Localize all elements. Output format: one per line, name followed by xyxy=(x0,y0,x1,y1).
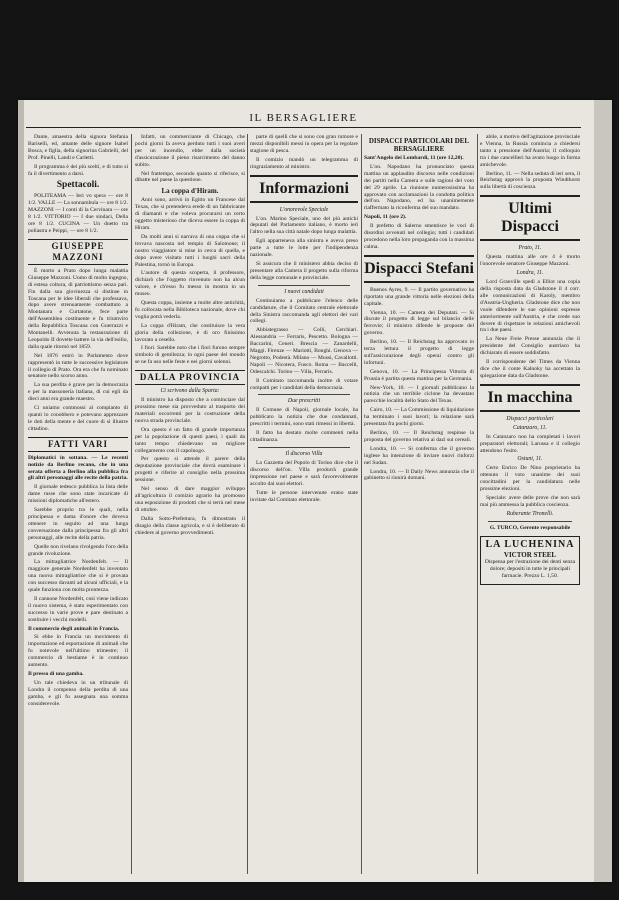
divider xyxy=(258,447,350,448)
article-text: L'on. Napodano ha pronunciato questa mattina un applaudito discorso nelle condizioni dei partiti nella Camera e sulle ragioni del voto del 29 aprile. La riunione numerosissima ha approvato con acclamazioni la condotta politica dell'on. Napodano, ed ha unanimemente riaffermato la riconferma del suo mandato. xyxy=(364,163,474,212)
dispatch: Il corrispondente del Times da Vienna dice che il conte Kalnoky ha accettato la spiegazione data da Gladstone. xyxy=(480,359,580,379)
ad-title: LA LUCHENINA xyxy=(485,538,575,550)
section-heading: DALLA PROVINCIA xyxy=(135,370,245,385)
article-text: Un tale chiedeva in un tribunale di Londra il compenso della perdita di una gamba, e gli fu assegnata una somma considerevole. xyxy=(28,679,128,707)
column-divider xyxy=(361,134,362,874)
ad-text: Dispensa per l'estrazione dei denti senza dolore; depositi in tutte le principali farmacie. Prezzo L. 1,50. xyxy=(484,558,576,579)
column-2 xyxy=(135,134,245,874)
article-text: L'autore di questa scoperta, il professore, dichiarò che l'oggetto rinvenuto non ha alcun valore, e ch'esso fu messo in mostra in un museo. xyxy=(135,270,245,298)
article-text: Ora questo è un fatto di grande importanza per la popolazione di questi paesi, i quali da tanto tempo chiedevano un migliore collegamento con il capoluogo. xyxy=(135,426,245,454)
dispatch: Genova, 10. — La Principessa Vittoria di Prussia è partita questa mattina per la Germania. xyxy=(364,368,474,382)
divider xyxy=(258,285,350,286)
article-text: I fiori. Sarebbe noto che i fiori furono sempre simbolo di gentilezza; in ogni paese del mondo se ne fa uso nelle feste e nei giorni solenni. xyxy=(135,345,245,366)
dispatch: Speciale: avere delle prove che non sarà mai più ammessa la pubblica coscienza. xyxy=(480,495,580,508)
article-subheading: L'onorevole Speciale xyxy=(279,206,329,213)
article-text: La Gazzetta del Popolo di Torino dice che il discorso dell'on. Villa produrrà grande impressione nel paese e sarà favorevolmente accolto dai suoi elettori. xyxy=(250,460,358,487)
column-5 xyxy=(480,134,580,874)
article-text: La mitragliatrice Nordenfelt. — Il maggiore generale Nordenfelt ha inventato una nuova mitragliatrice che si è provata con successo davanti ad alcuni ufficiali, e la quale funziona con molta prontezza. xyxy=(28,559,128,594)
article-text: Dalla Sotto-Prefettura, fu dimostrato il disagio della classe agricola, e si è deliberato di chiedere al governo provvedimenti. xyxy=(135,515,245,536)
dispatch: Lord Granville spedì a Elliot una copia della risposta data da Gladstone il 4 corr. alle comunicazioni di Karoly, membro d'Austria-Ungheria. Gladstone dice che non vuole difendere le sue opinioni espresse anteriormente sull'Austria, e che crede suo dovere di rispettare le relazioni amichevoli tra i due paesi. xyxy=(480,279,580,334)
article-text: Il cannone Nordenfelt, così viene indicato il nuovo sistema, è stato esperimentato con successo in varie prove e pare destinato a sostituire i vecchi modelli. xyxy=(28,595,128,623)
article-text: Il Comitato raccomanda inoltre di votare compatti per i candidati della democrazia. xyxy=(250,377,358,391)
newspaper-page xyxy=(18,100,612,882)
article-subheading: Il discorso Villa xyxy=(285,451,323,457)
dispatch: La Neue Freie Presse annunzia che il presidente del Consiglio austriaco ha dichiarato di essere soddisfatto. xyxy=(480,336,580,357)
masthead-rule xyxy=(26,127,581,128)
article-text: Dante, amaestra della signora Stefania Bariselli, ed, amante delle signore Isabel Bosca, e figlia, della signorina Gabrielli, del Prof. Pinelli, Landi e Carletti. xyxy=(28,134,128,161)
column-divider xyxy=(247,134,248,874)
dispatch-heading: Catanzaro, 11. xyxy=(513,424,547,431)
candidate-list: Abbiategrasso — Colli, Cerchiari. Alessandria — Ferraris, Pescetto. Bologna — Baccarini, Ceneri. Brescia — Zanardelli, Maggi. Firenze — Mariotti, Bonghi. Genova — Negrotto, Podestà. Milano — Mussi, Cavallotti. Napoli — Nicotera, Fusco. Roma — Baccelli, Odescalchi. Torino — Villa, Ferraris. xyxy=(250,327,358,375)
dispatch-heading: Londra, 11. xyxy=(516,270,544,277)
article-text: Anni sono, arrivò in Egitto un Francese dal Texas, che si pretendeva erede di un fabbricante di diamanti e che voleva procurarsi un certo oggetto misterioso che diceva essere la coppa di Hiram. xyxy=(135,197,245,231)
article-text: Berlino, 11. — Nella seduta di ieri sera, il Reichstag approvò la proposta Windthorst sulla libertà di coscienza. xyxy=(480,170,580,191)
article-text: Nel senso di dare maggior sviluppo all'agricoltura il comizio agrario ha promosso una esposizione di prodotti che si terrà nel mese di ottobre. xyxy=(135,486,245,513)
article-text: Continuiamo a pubblicare l'elenco delle candidature, che il Comitato centrale elettorale della Sinistra raccomanda agli elettori dei vari collegi. xyxy=(250,297,358,325)
section-heading: Informazioni xyxy=(250,175,358,203)
advertisement xyxy=(480,536,580,585)
article-text: Si assicura che il ministero abbia deciso di presentare alla Camera il progetto sulla riforma della legge comunale e provinciale. xyxy=(250,260,358,281)
dispatch-heading: Ostuni, 11. xyxy=(517,456,543,463)
article-text: Il giornale tedesco pubblica la lista delle dame russe che sono state incaricate di missioni diplomatiche all'estero. xyxy=(28,484,128,505)
page-margin xyxy=(594,100,612,882)
article-subheading: Il commercio degli animali in Francia. xyxy=(28,625,120,632)
article-text: La sua perdita è grave per la democrazia e per la massoneria italiana, di cui egli da dieci anni era grande maestro. xyxy=(28,382,128,403)
article-heading: La coppa d'Hiram. xyxy=(161,187,219,196)
signature: Ruberante Tironelli. xyxy=(506,510,554,517)
dispatch: Londra, 10. — Il Daily News annunzia che il gabinetto si riunirà domani. xyxy=(364,468,474,482)
obituary-heading: GIUSEPPE MAZZONI xyxy=(28,239,128,265)
article-text: Il Comune di Napoli, giornale locale, ha pubblicato la notizia che due condannati, prescritti i termini, sono stati rimessi in libertà. xyxy=(250,407,358,428)
article-text: L'on. Marino Speciale, uno dei più antichi deputati del Parlamento italiano, è morto ieri l'altro nella sua città natale dopo lunga malattia. xyxy=(250,215,358,236)
column-3 xyxy=(250,134,358,874)
dispatch: Berlino, 10. — Il Reichstag respinse la proposta del governo relativa ai dazi sui cereali. xyxy=(364,430,474,443)
section-heading: In macchina xyxy=(480,384,580,412)
masthead xyxy=(26,110,581,126)
article-text: Egli apparteneva alla sinistra e aveva preso parte a tutte le lotte per l'indipendenza nazionale. xyxy=(250,238,358,259)
divider xyxy=(258,394,350,395)
dispatch: Londra, 10. — Si conferma che il governo inglese ha intenzione di inviare nuovi rinforzi nel Sudan. xyxy=(364,445,474,466)
scan-edge xyxy=(18,100,24,882)
dispatch: Certo Enrico De Nino proprietario ha ottenuto il voto unanime dei suoi concittadini per la candidatura nelle prossime elezioni. xyxy=(480,465,580,493)
section-heading: Ultimi Dispacci xyxy=(480,195,580,241)
column-divider xyxy=(477,134,478,874)
article-text: parte di quelli che si sono con gran rumore e mezzi disponibili messi in opera per la regolare stagione di pesca. xyxy=(250,134,358,154)
article-text: Questa coppa, insieme a molte altre antichità, fu collocata nella Biblioteca nazionale, dove chi voglia potrà vederla. xyxy=(135,300,245,320)
article-text: La coppa d'Hiram, che costituisce la vera gloria della collezione, è di oro finissimo lavorato a cesello. xyxy=(135,322,245,343)
article-text: Da molti anni si narrava di una coppa che si trovava nascosta nel tempio di Salomone; il nostro viaggiatore si mise in cerca di quella, e dopo avere visitato tutti i luoghi sacri della Palestina, tornò in Europa. xyxy=(135,233,245,268)
article-text: Il fatto ha destato molte commenti nella cittadinanza. xyxy=(250,430,358,444)
article-subheading: Due prescritti xyxy=(287,398,321,405)
article-text: POLITEAMA — Ieri vo spera — ore 8 1/2. VALLE — La sonnambula — ore 8 1/2. MAZZONI — I conti di la Cervinara — ore 8 1/2. VITTORIO — I due sindaci, Della ore 8 1/2. CUCINA — Un duetto tra pollastra e Peippi, — ore 8 1/2. xyxy=(28,193,128,234)
dispatch: New-York, 10. — I giornali pubblicano la notizia che un terribile ciclone ha devastato parecchie località dello Stato del Texas. xyxy=(364,384,474,405)
dispatch: Cairo, 10. — La Commissione di liquidazione ha terminato i suoi lavori; la relazione sarà presentata fra pochi giorni. xyxy=(364,407,474,428)
column-1 xyxy=(28,134,128,874)
dispatch: Buenos Ayres, 9. — Il partito governativo ha riportato una grande vittoria nelle elezioni della capitale. xyxy=(364,286,474,307)
article-text: Diplomatici in sottana. — Le recenti notizie da Berlino recano, che in una serata offerta a Berlino alla pubblica fra gli altri personaggi alle recite della patria. xyxy=(28,454,128,482)
article-text: Infatti, un commerciante di Chicago, che pochi giorni fa aveva perduto tutti i suoi averi per un incendio, ebbe dalla società d'assicurazione il pieno risarcimento del danno subìto. xyxy=(135,134,245,168)
article-subheading: Il presso di una gamba. xyxy=(28,671,84,677)
dispatch-heading: Prato, 11. xyxy=(518,245,542,252)
article-text: Per questo si attende il parere della deputazione provinciale che dovrà esaminare i progetti e riferire al consiglio nella prossima sessione. xyxy=(135,456,245,484)
divider xyxy=(488,521,572,522)
dispatch: Questa mattina alle ore 4 è morto l'onorevole senatore Giuseppe Mazzoni. xyxy=(480,254,580,268)
article-text: Il ministro ha disposto che a cominciare dal prossimo mese sia provveduto al trasporto dei materiali occorrenti per la costruzione della nuova strada provinciale. xyxy=(135,397,245,424)
dispatch: Vienna, 10. — Camera dei Deputati. — Si discute il progetto di legge sul bilancio delle ferrovie; il ministro difende le proposte del governo. xyxy=(364,309,474,337)
column-divider xyxy=(131,134,132,874)
article-text: Il prefetto di Salerno smentisce le voci di disordini avvenuti nel collegio; tutti i candidati procedono nella loro propaganda con la massima calma. xyxy=(364,223,474,250)
article-text: Nel 1876 entrò in Parlamento dove rappresentò in tutte le successive legislature il collegio di Prato. Ora era che fu nominato senatore nello scorso anno. xyxy=(28,352,128,380)
dispatch-heading: Sant'Angelo dei Lombardi, 11 (ore 12,20). xyxy=(364,155,464,161)
ad-name: VICTOR STEEL xyxy=(503,550,557,559)
newspaper-title: IL BERSAGLIERE xyxy=(249,112,358,124)
section-heading: Spettacoli. xyxy=(56,180,100,191)
section-heading: Dispacci Stefani xyxy=(364,255,474,283)
article-text: Tutte le persone intervenute erano state invitate dal Comitato elettorale. xyxy=(250,489,358,503)
article-text: Sarebbe proprio tra le quali, nella principessa e dama d'onore che doveva ottenere in seguito ad una lunga conversazione dalla principessa fra gli altri personaggi, alle recite della patria. xyxy=(28,507,128,541)
article-text: Il comizio mandò un telegramma di ringraziamento al ministro. xyxy=(250,156,358,170)
column-4 xyxy=(364,134,474,874)
dispatch: Berlino, 10. — Il Reichstag ha approvato in terza lettura il progetto di legge sull'assicurazione degli operai contro gli infortuni. xyxy=(364,339,474,366)
article-text: abile, a motivo dell'agitazione provinciale e Vienna, la Russia comincia a chiedersi tanto a pressione dell'Austria; il colloquio tra i due cancellieri ha avuto luogo in forma amichevole. xyxy=(480,134,580,168)
article-text: È morto a Prato dopo lunga malattia Giuseppe Mazzoni. Uomo di molto ingegno, di estesa coltura, di patriottismo senza pari. Fin dalla sua giovinezza si distinse in Toscana per le idee liberali che professava, dopo avere strenuamente combattuto a Montanara e Curtatone, fece parte dell'Assemblea costituente e fu triumviro della Repubblica Toscana con Guerrazzi e Montanelli. Avvenuta la restaurazione di Leopoldo II dovette battere la via dell'esilio, dalla quale ritornò nel 1859. xyxy=(28,267,128,350)
article-subheading: Dispacci particolari xyxy=(506,415,554,422)
article-text: Ci uniamo commossi al compianto di quanti lo conobbero e potevano apprezzare le doti della mente e del cuore di sì illustre cittadino. xyxy=(28,405,128,432)
article-text: Si ebbe in Francia un movimento di importazione ed esportazione di animali che fu notevole nell'ultimo trimestre; il commercio di bestiame è in continuo aumento. xyxy=(28,634,128,669)
article-subheading: I nuovi candidati xyxy=(284,288,324,295)
dispatch-heading: Napoli, 11 (ore 2). xyxy=(364,214,407,221)
dispatch: In Catanzaro non ha completati i lavori preparatori elettorali; Larussa e il collegio attendono l'esito. xyxy=(480,433,580,454)
article-subheading: Ci scrivono dalla Sparta: xyxy=(160,388,220,395)
article-text: Nel frattempo, secondo quanto si riferisce, si dibatte nel paese la questione. xyxy=(135,170,245,184)
article-text: Quelle non rivelano rivolgendo l'oro della grande rivoluzione. xyxy=(28,543,128,557)
printer-line: G. TURCO, Gerente responsabile xyxy=(489,524,571,531)
section-heading: FATTI VARI xyxy=(28,437,128,452)
section-heading: DISPACCI PARTICOLARI DEL BERSAGLIERE xyxy=(368,137,470,153)
article-text: Il programma è dei più scelti, e di tutto si fa il divertimento a darsi. xyxy=(28,163,128,177)
